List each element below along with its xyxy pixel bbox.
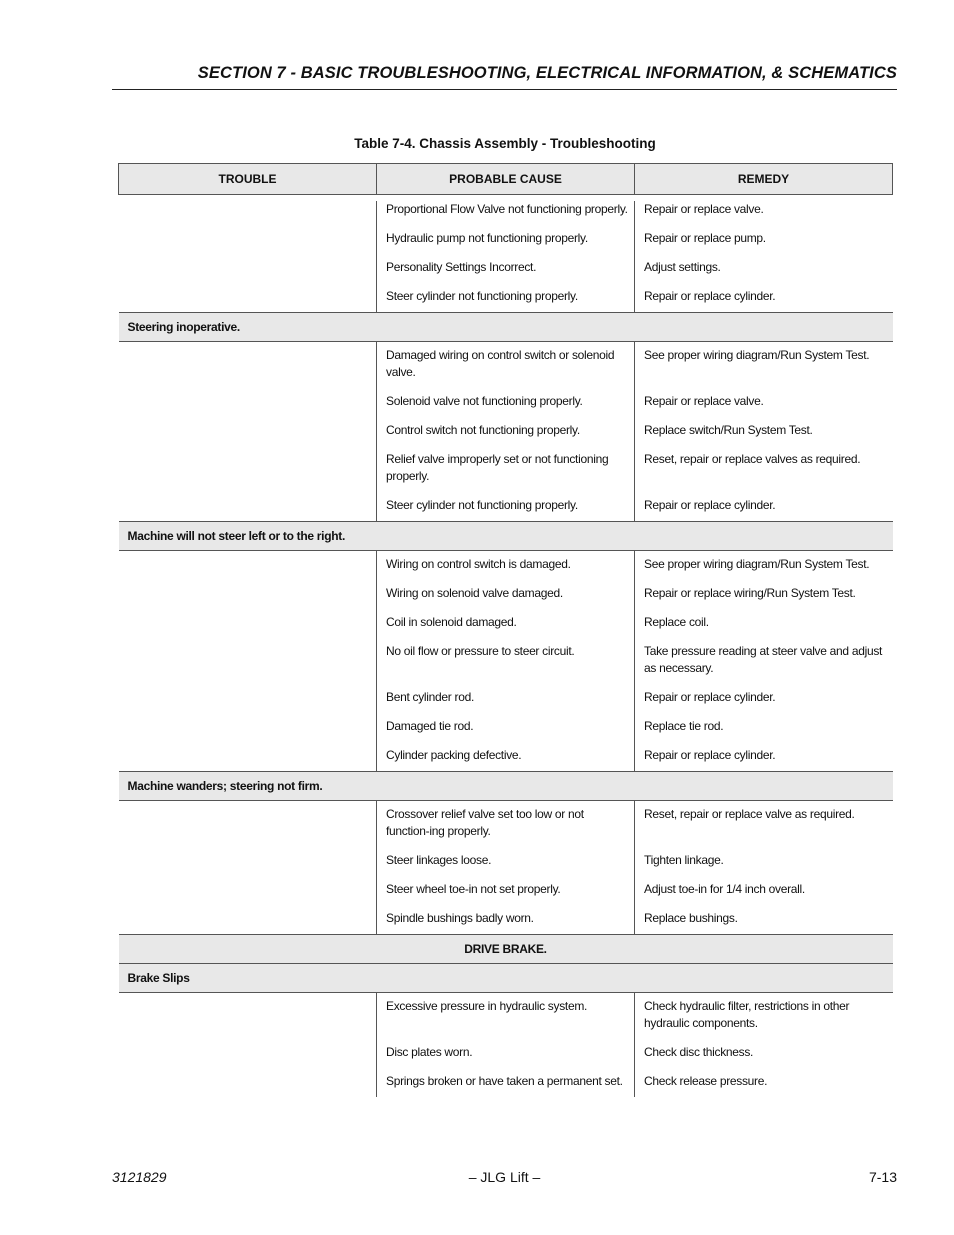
table-row: [119, 712, 893, 741]
remedy-cell: Repair or replace pump.: [644, 231, 766, 245]
trouble-heading-row: [119, 964, 893, 993]
table-row: [119, 342, 893, 388]
trouble-heading-row: [119, 522, 893, 551]
column-header-remedy: REMEDY: [635, 164, 893, 195]
trouble-cell: [119, 551, 377, 580]
trouble-heading: Steering inoperative.: [119, 313, 893, 342]
remedy-cell: Repair or replace cylinder.: [644, 690, 776, 704]
probable-cause-cell: Proportional Flow Valve not functioning properly.: [377, 201, 635, 224]
trouble-cell: [119, 1067, 377, 1097]
probable-cause-cell: Wiring on control switch is damaged.: [377, 551, 635, 580]
table-row: [119, 846, 893, 875]
probable-cause-cell: Steer linkages loose.: [377, 846, 635, 875]
remedy-cell: Repair or replace valve.: [644, 202, 764, 216]
trouble-cell: [119, 387, 377, 416]
remedy-cell: Check disc thickness.: [644, 1045, 754, 1059]
remedy-cell: Replace tie rod.: [644, 719, 724, 733]
remedy-cell: Adjust toe-in for 1/4 inch overall.: [644, 882, 805, 896]
header-divider: [112, 89, 897, 90]
trouble-cell: [119, 712, 377, 741]
trouble-heading-row: [119, 935, 893, 964]
trouble-cell: [119, 491, 377, 522]
table-row: [119, 201, 893, 224]
remedy-cell: Adjust settings.: [644, 260, 721, 274]
table-row: [119, 253, 893, 282]
section-title: SECTION 7 - BASIC TROUBLESHOOTING, ELECTRICAL INFORMATION, & SCHEMATICS: [197, 64, 897, 82]
probable-cause-cell: Damaged tie rod.: [377, 712, 635, 741]
remedy-cell: Take pressure reading at steer valve and adjust as necessary.: [644, 644, 883, 675]
page-footer: [112, 1169, 897, 1189]
trouble-heading: Machine will not steer left or to the right.: [119, 522, 893, 551]
trouble-heading: Brake Slips: [119, 964, 893, 993]
probable-cause-cell: Solenoid valve not functioning properly.: [377, 387, 635, 416]
table-row: [119, 445, 893, 491]
remedy-cell: Replace switch/Run System Test.: [644, 423, 813, 437]
trouble-cell: [119, 282, 377, 313]
trouble-cell: [119, 224, 377, 253]
remedy-cell: Repair or replace cylinder.: [644, 748, 776, 762]
remedy-cell: Repair or replace valve.: [644, 394, 764, 408]
trouble-cell: [119, 342, 377, 388]
probable-cause-cell: Steer cylinder not functioning properly.: [377, 491, 635, 522]
remedy-cell: Reset, repair or replace valves as required.: [644, 452, 861, 466]
trouble-heading: DRIVE BRAKE.: [119, 935, 893, 964]
probable-cause-cell: Control switch not functioning properly.: [377, 416, 635, 445]
probable-cause-cell: No oil flow or pressure to steer circuit.: [377, 637, 635, 683]
remedy-cell: Reset, repair or replace valve as required.: [644, 807, 855, 821]
column-header-probable-cause: PROBABLE CAUSE: [377, 164, 635, 195]
trouble-heading-row: [119, 313, 893, 342]
table-caption: Table 7-4. Chassis Assembly - Troubleshooting: [354, 136, 656, 151]
trouble-heading-row: [119, 772, 893, 801]
remedy-cell: Repair or replace wiring/Run System Test.: [644, 586, 856, 600]
table-row: [119, 875, 893, 904]
trouble-cell: [119, 741, 377, 772]
remedy-cell: Check release pressure.: [644, 1074, 768, 1088]
table-row: [119, 282, 893, 313]
table-row: [119, 579, 893, 608]
probable-cause-cell: Springs broken or have taken a permanent set.: [377, 1067, 635, 1097]
trouble-cell: [119, 683, 377, 712]
remedy-cell: Check hydraulic filter, restrictions in other hydraulic components.: [644, 999, 850, 1030]
remedy-cell: See proper wiring diagram/Run System Test.: [644, 348, 870, 362]
table-row: [119, 741, 893, 772]
trouble-cell: [119, 201, 377, 224]
trouble-cell: [119, 801, 377, 847]
trouble-cell: [119, 1038, 377, 1067]
document-number: 3121829: [112, 1169, 167, 1185]
probable-cause-cell: Personality Settings Incorrect.: [377, 253, 635, 282]
trouble-cell: [119, 637, 377, 683]
table-row: [119, 224, 893, 253]
probable-cause-cell: Bent cylinder rod.: [377, 683, 635, 712]
trouble-cell: [119, 253, 377, 282]
trouble-cell: [119, 579, 377, 608]
trouble-cell: [119, 904, 377, 935]
table-row: [119, 683, 893, 712]
probable-cause-cell: Damaged wiring on control switch or solenoid valve.: [377, 342, 635, 388]
table-row: [119, 1067, 893, 1097]
trouble-cell: [119, 846, 377, 875]
trouble-cell: [119, 416, 377, 445]
trouble-heading: Machine wanders; steering not firm.: [119, 772, 893, 801]
table-row: [119, 387, 893, 416]
remedy-cell: Tighten linkage.: [644, 853, 724, 867]
table-row: [119, 608, 893, 637]
probable-cause-cell: Steer wheel toe-in not set properly.: [377, 875, 635, 904]
probable-cause-cell: Disc plates worn.: [377, 1038, 635, 1067]
table-row: [119, 416, 893, 445]
probable-cause-cell: Wiring on solenoid valve damaged.: [377, 579, 635, 608]
probable-cause-cell: Crossover relief valve set too low or not function-ing properly.: [377, 801, 635, 847]
table-row: [119, 801, 893, 847]
trouble-cell: [119, 608, 377, 637]
troubleshooting-table: [118, 163, 893, 1097]
table-row: [119, 1038, 893, 1067]
table-row: [119, 637, 893, 683]
table-row: [119, 904, 893, 935]
publisher-name: – JLG Lift –: [468, 1169, 541, 1185]
probable-cause-cell: Relief valve improperly set or not functioning properly.: [377, 445, 635, 491]
table-row: [119, 491, 893, 522]
probable-cause-cell: Cylinder packing defective.: [377, 741, 635, 772]
probable-cause-cell: Spindle bushings badly worn.: [377, 904, 635, 935]
trouble-cell: [119, 993, 377, 1039]
probable-cause-cell: Coil in solenoid damaged.: [377, 608, 635, 637]
table-row: [119, 993, 893, 1039]
page-number: 7-13: [868, 1169, 897, 1185]
remedy-cell: Replace bushings.: [644, 911, 738, 925]
probable-cause-cell: Steer cylinder not functioning properly.: [377, 282, 635, 313]
probable-cause-cell: Hydraulic pump not functioning properly.: [377, 224, 635, 253]
trouble-cell: [119, 445, 377, 491]
column-header-trouble: TROUBLE: [119, 164, 377, 195]
remedy-cell: Repair or replace cylinder.: [644, 498, 776, 512]
trouble-cell: [119, 875, 377, 904]
table-row: [119, 551, 893, 580]
remedy-cell: Replace coil.: [644, 615, 709, 629]
probable-cause-cell: Excessive pressure in hydraulic system.: [377, 993, 635, 1039]
remedy-cell: See proper wiring diagram/Run System Test.: [644, 557, 870, 571]
remedy-cell: Repair or replace cylinder.: [644, 289, 776, 303]
table-header-row: [119, 164, 893, 195]
table-body: [119, 195, 893, 1098]
